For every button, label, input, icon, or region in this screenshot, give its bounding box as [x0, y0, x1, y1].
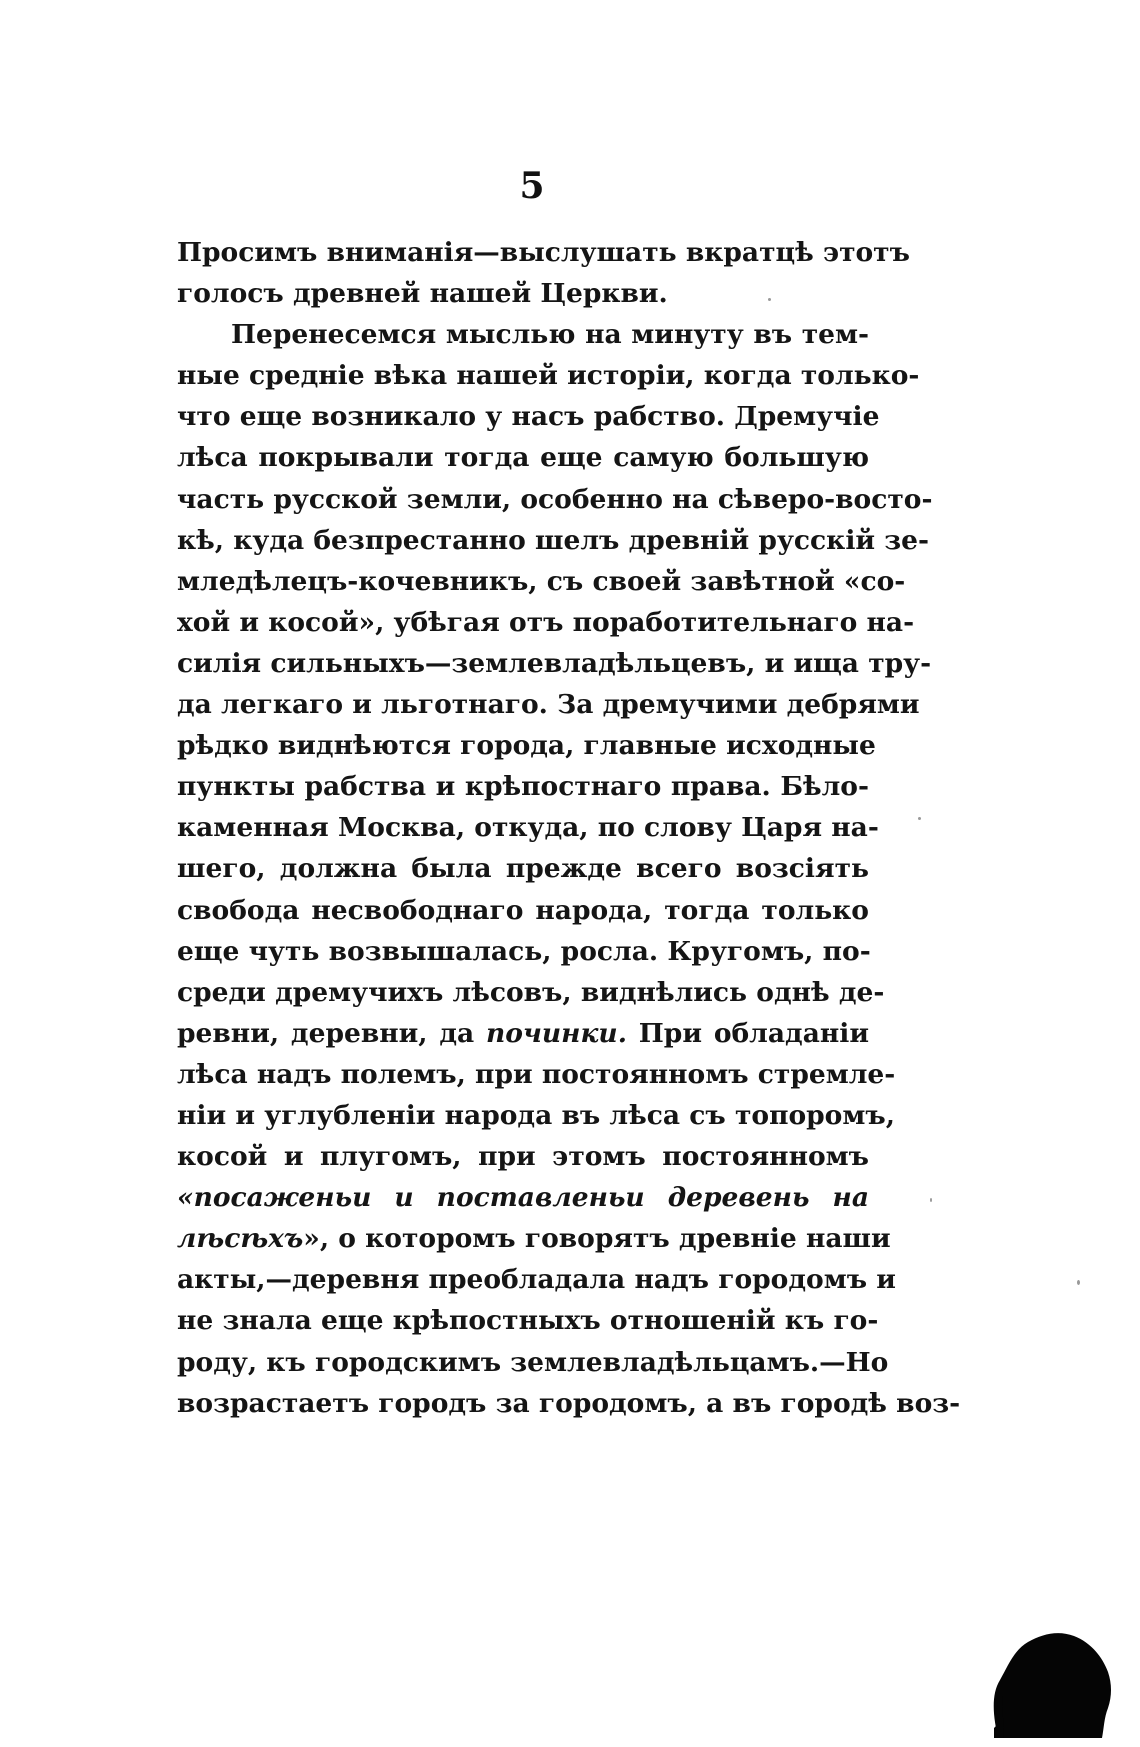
text-run: да легкаго и льготнаго. За дремучими дебрями: [177, 689, 920, 721]
ink-speck: [1077, 1280, 1080, 1285]
text-run: среди дремучихъ лѣсовъ, виднѣлись однѣ де-: [177, 976, 885, 1008]
text-line: [177, 437, 869, 478]
text-run: силія сильныхъ—землевладѣльцевъ, и ища тру-: [177, 647, 932, 679]
italic-text-run: «: [177, 1182, 194, 1214]
ink-speck: [930, 1198, 932, 1202]
text-line: [177, 684, 920, 725]
text-run: рѣдко виднѣются города, главные исходные: [177, 730, 876, 762]
text-run: каменная Москва, откуда, по слову Царя на-: [177, 812, 879, 844]
text-line: [177, 807, 879, 848]
italic-text-run: посаженьи и поставленьи деревень на: [193, 1182, 869, 1214]
text-run: ніи и углубленіи народа въ лѣса съ топоромъ,: [177, 1099, 895, 1131]
text-run: хой и косой», убѣгая отъ поработительнаго на-: [177, 606, 915, 638]
text-line: [177, 643, 932, 684]
text-line: [177, 602, 915, 643]
text-line: [177, 725, 876, 766]
text-line: [177, 479, 933, 520]
text-line: [177, 1218, 891, 1259]
text-line: [177, 1054, 896, 1095]
text-run: ревни, деревни, да: [177, 1017, 487, 1049]
page-number: 5: [519, 165, 545, 207]
ink-speck: [768, 298, 771, 301]
text-line: [177, 1259, 896, 1300]
text-run: голосъ древней нашей Церкви.: [177, 278, 668, 310]
text-run: возрастаетъ городъ за городомъ, а въ городѣ воз-: [177, 1387, 961, 1419]
text-run: шего, должна была прежде всего возсіять: [177, 853, 869, 885]
text-line: [177, 1383, 961, 1424]
text-run: что еще возникало у насъ рабство. Дремучіе: [177, 401, 880, 433]
text-line: [177, 1177, 869, 1218]
text-line: [177, 232, 910, 273]
text-run: еще чуть возвышалась, росла. Кругомъ, по-: [177, 935, 871, 967]
text-line: [177, 396, 880, 437]
text-run: лѣса покрывали тогда еще самую большую: [177, 442, 869, 474]
text-run: », о которомъ говорятъ древніе наши: [303, 1223, 891, 1255]
text-line: [177, 890, 869, 931]
text-line: [177, 1136, 869, 1177]
ink-speck: [918, 817, 921, 820]
text-run: акты,—деревня преобладала надъ городомъ и: [177, 1264, 896, 1296]
text-run: роду, къ городскимъ землевладѣльцамъ.—Но: [177, 1346, 889, 1378]
italic-text-run: лѣсѣхъ: [177, 1223, 304, 1255]
text-line: [177, 561, 906, 602]
ink-blot-stain: [984, 1600, 1124, 1740]
text-line: [177, 766, 869, 807]
text-run: лѣса надъ полемъ, при постоянномъ стремле-: [177, 1058, 896, 1090]
text-line: [177, 848, 869, 889]
text-run: мледѣлецъ-кочевникъ, съ своей завѣтной «со-: [177, 565, 906, 597]
text-line: [177, 931, 869, 972]
text-run: При обладаніи: [626, 1017, 869, 1049]
text-run: Перенесемся мыслью на минуту въ тем-: [231, 319, 869, 351]
body-text: [177, 232, 961, 1424]
text-line: [177, 355, 920, 396]
text-run: ные средніе вѣка нашей исторіи, когда только-: [177, 360, 920, 392]
text-line: [177, 520, 930, 561]
text-run: пункты рабства и крѣпостнаго права. Бѣло-: [177, 771, 869, 803]
text-run: кѣ, куда безпрестанно шелъ древній русскій зе-: [177, 524, 930, 556]
text-line: [177, 1342, 889, 1383]
text-line: [177, 1095, 895, 1136]
text-line: [177, 1300, 879, 1341]
text-line: [177, 273, 869, 314]
italic-text-run: починки.: [486, 1017, 627, 1049]
text-line: [177, 1013, 869, 1054]
text-line: [177, 972, 885, 1013]
text-run: не знала еще крѣпостныхъ отношеній къ го-: [177, 1305, 879, 1337]
text-run: Просимъ вниманія—выслушать вкратцѣ этотъ: [177, 237, 910, 268]
text-run: косой и плугомъ, при этомъ постоянномъ: [177, 1141, 869, 1173]
text-run: свобода несвободнаго народа, тогда только: [177, 894, 869, 926]
text-run: часть русской земли, особенно на сѣверо-восто-: [177, 483, 933, 515]
text-line: [177, 314, 869, 355]
